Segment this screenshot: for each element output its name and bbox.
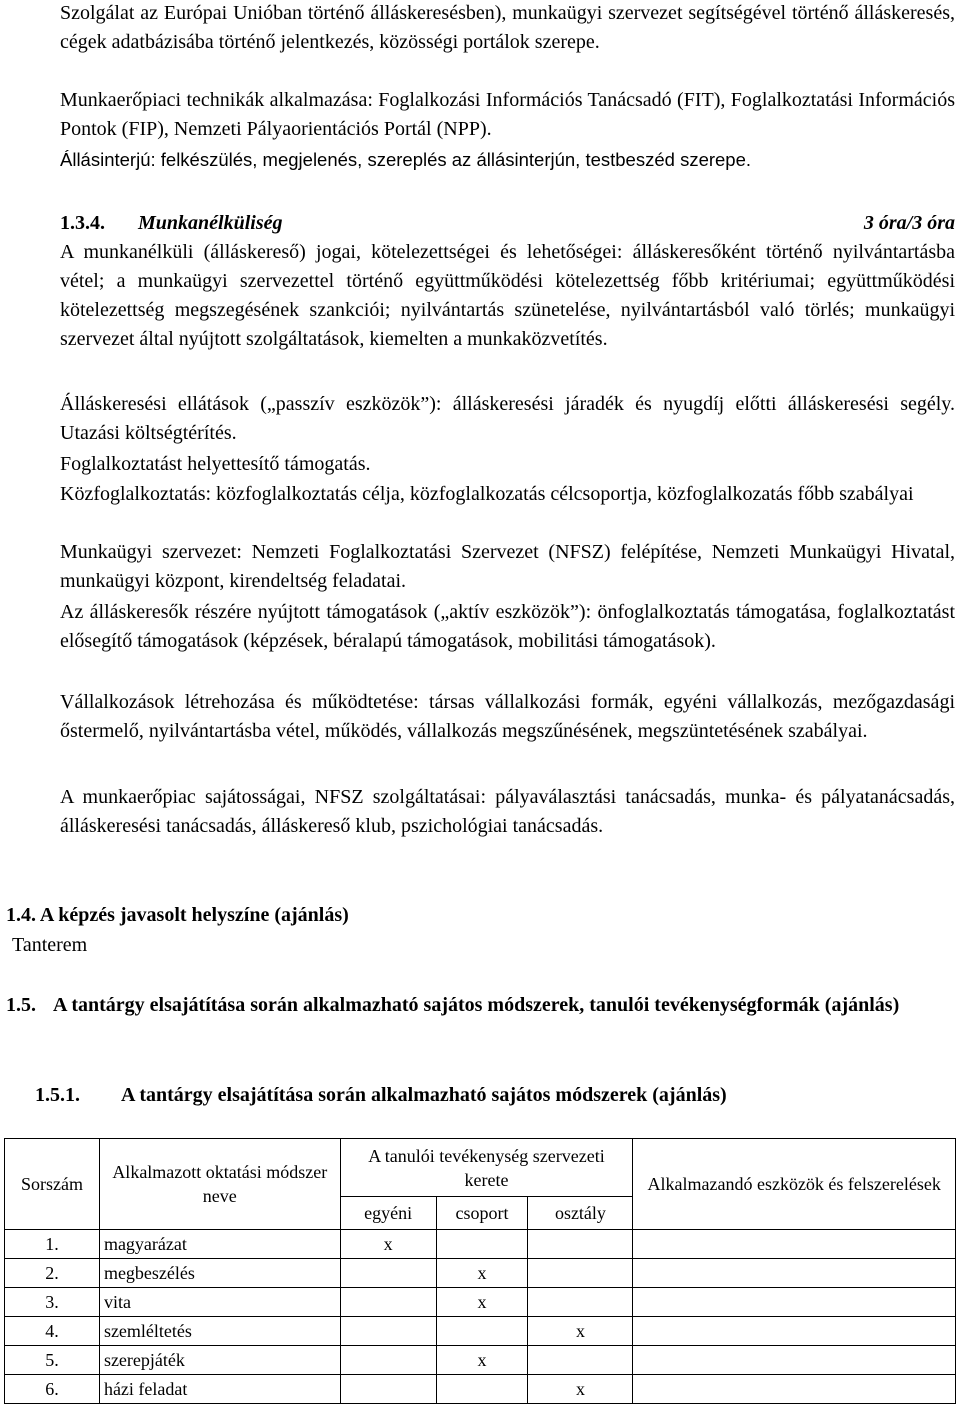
paragraph-aktiv-eszkozok: Az álláskeresők részére nyújtott támogatások („aktív eszközök”): önfoglalkoztatás támogatása, foglalkoztatást elősegítő támogatások (képzések, béralapú támogatások, mobilitási támogatások). [60, 601, 955, 652]
methods-table [4, 1138, 956, 1404]
header-tevekenyseg: A tanulói tevékenység szervezeti kerete [340, 1139, 633, 1197]
row-csoport: x [436, 1288, 528, 1317]
row-osztaly: x [528, 1375, 633, 1404]
paragraph-allasinterju: Állásinterjú: felkészülés, megjelenés, szereplés az állásinterjún, testbeszéd szerepe. [60, 149, 752, 170]
row-number: 6. [5, 1375, 100, 1404]
header-modszer: Alkalmazott oktatási módszer neve [99, 1139, 340, 1230]
row-osztaly: x [528, 1317, 633, 1346]
paragraph-szolgaltatas: Szolgálat az Európai Unióban történő álláskeresésben), munkaügyi szervezet segítségével történő álláskeresés, cégek adatbázisába történő jelentkezés, közösségi portálok szerepe. [60, 2, 955, 53]
row-method: megbeszélés [99, 1259, 340, 1288]
row-egyeni: x [340, 1230, 436, 1259]
header-egyeni: egyéni [340, 1197, 436, 1230]
header-eszkozok: Alkalmazandó eszközök és felszerelések [633, 1139, 956, 1230]
paragraph-munkaugyi-szervezet: Munkaügyi szervezet: Nemzeti Foglalkoztatási Szervezet (NFSZ) felépítése, Nemzeti Munkaügyi Hivatal, munkaügyi központ, kirendeltség feladatai. [60, 541, 955, 592]
row-eszkoz [633, 1230, 956, 1259]
row-eszkoz [633, 1346, 956, 1375]
section-1-5-heading: A tantárgy elsajátítása során alkalmazható sajátos módszerek, tanulói tevékenységformák (ajánlás) [53, 994, 900, 1016]
section-1-4-heading: 1.4. A képzés javasolt helyszíne (ajánlás) [6, 904, 349, 926]
paragraph-allaskeresesi-ellatasok: Álláskeresési ellátások („passzív eszközök”): álláskeresési járadék és nyugdíj előtti álláskeresési segély. Utazási költségtérítés. [60, 393, 955, 444]
table-row [5, 1346, 956, 1375]
section-hours: 3 óra/3 óra [863, 212, 955, 234]
row-number: 3. [5, 1288, 100, 1317]
row-number: 2. [5, 1259, 100, 1288]
row-number: 4. [5, 1317, 100, 1346]
row-csoport [436, 1230, 528, 1259]
table-row [5, 1259, 956, 1288]
table-row [5, 1317, 956, 1346]
row-csoport [436, 1375, 528, 1404]
row-csoport [436, 1317, 528, 1346]
row-method: szemléltetés [99, 1317, 340, 1346]
section-1-5-1-heading: A tantárgy elsajátítása során alkalmazható sajátos módszerek (ajánlás) [121, 1084, 727, 1106]
row-eszkoz [633, 1288, 956, 1317]
row-egyeni [340, 1259, 436, 1288]
paragraph-kozfoglalkoztatas: Közfoglalkoztatás: közfoglalkoztatás célja, közfoglalkozatás célcsoportja, közfoglalkozatás főbb szabályai [60, 483, 914, 505]
section-1-5-1-number: 1.5.1. [35, 1084, 80, 1106]
row-method: magyarázat [99, 1230, 340, 1259]
row-osztaly [528, 1288, 633, 1317]
table-row [5, 1230, 956, 1259]
row-eszkoz [633, 1259, 956, 1288]
row-egyeni [340, 1288, 436, 1317]
header-csoport: csoport [436, 1197, 528, 1230]
row-osztaly [528, 1230, 633, 1259]
row-number: 5. [5, 1346, 100, 1375]
row-method: vita [99, 1288, 340, 1317]
section-1-3-4-heading [60, 209, 955, 238]
section-number: 1.3.4. [60, 212, 105, 234]
header-osztaly: osztály [528, 1197, 633, 1230]
paragraph-munkaeropiac-sajatossagai: A munkaerőpiac sajátosságai, NFSZ szolgáltatásai: pályaválasztási tanácsadás, munka- és pályatanácsadás, álláskeresési tanácsadás, álláskereső klub, pszichológiai tanácsadás. [60, 786, 955, 837]
header-sorszam: Sorszám [5, 1139, 100, 1230]
paragraph-vallalkozasok: Vállalkozások létrehozása és működtetése: társas vállalkozási formák, egyéni vállalkozás, mezőgazdasági őstermelő, nyilvántartásba vétel, működés, vállalkozás megszűnésének, megszüntetésének szabályai. [60, 691, 955, 742]
row-egyeni [340, 1317, 436, 1346]
row-osztaly [528, 1259, 633, 1288]
row-number: 1. [5, 1230, 100, 1259]
row-csoport: x [436, 1346, 528, 1375]
row-method: szerepjáték [99, 1346, 340, 1375]
section-1-5-number: 1.5. [6, 994, 36, 1016]
paragraph-foglalkoztatast-helyettesito: Foglalkoztatást helyettesítő támogatás. [60, 453, 371, 475]
row-osztaly [528, 1346, 633, 1375]
section-title: Munkanélküliség [138, 212, 283, 234]
row-eszkoz [633, 1317, 956, 1346]
row-csoport: x [436, 1259, 528, 1288]
table-row [5, 1288, 956, 1317]
paragraph-munkaeropiaci-technikak: Munkaerőpiaci technikák alkalmazása: Foglalkozási Információs Tanácsadó (FIT), Foglalkoztatási Információs Pontok (FIP), Nemzeti Pályaorientációs Portál (NPP). [60, 89, 955, 140]
paragraph-munkanelkuli-jogai: A munkanélküli (álláskereső) jogai, kötelezettségei és lehetőségei: álláskeresőként történő nyilvántartásba vétel; a munkaügyi szervezettel történő együttműködési kötelezettség főbb kritériumai; együttműködési kötelezettség megszegésének szankciói; nyilvántartás szünetelése, nyilvántartásból való törlés; munkaügyi szervezet által nyújtott szolgáltatások, kiemelten a munkaközvetítés. [60, 241, 955, 350]
row-method: házi feladat [99, 1375, 340, 1404]
row-egyeni [340, 1375, 436, 1404]
row-eszkoz [633, 1375, 956, 1404]
section-1-4-value: Tanterem [12, 934, 88, 956]
row-egyeni [340, 1346, 436, 1375]
table-row [5, 1375, 956, 1404]
